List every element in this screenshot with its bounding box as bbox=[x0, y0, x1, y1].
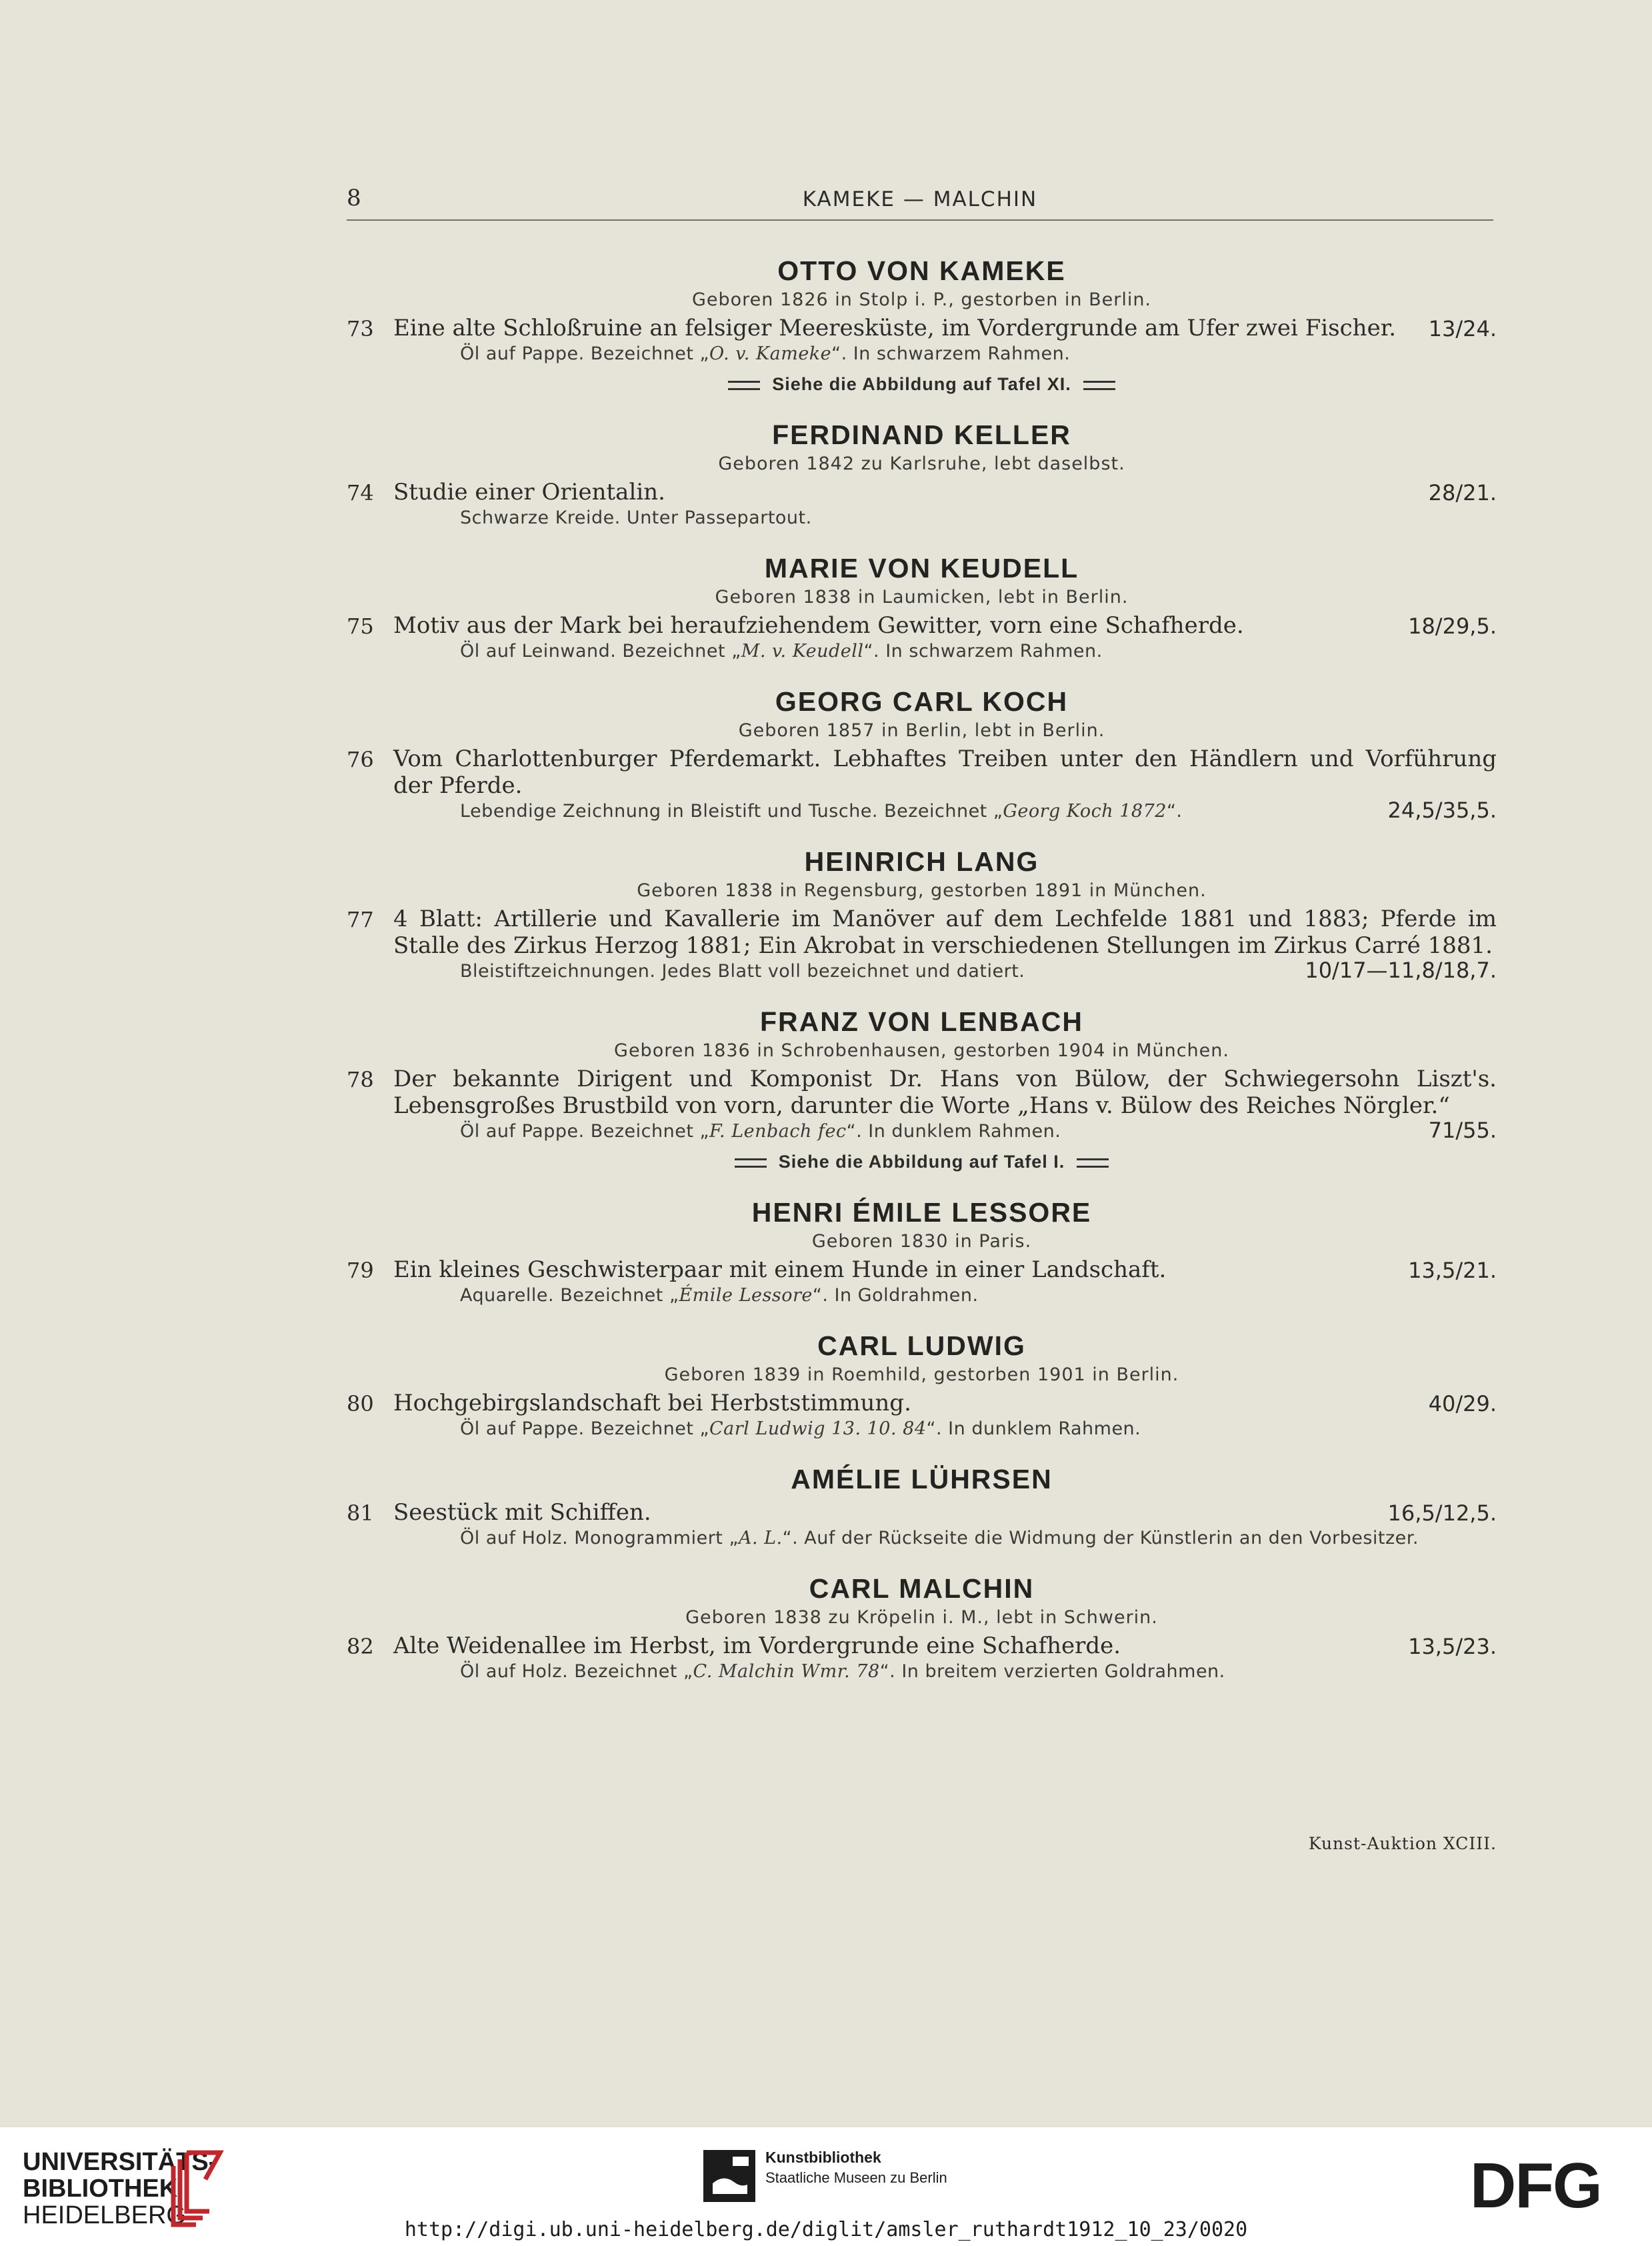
plate-rule-right bbox=[1077, 1158, 1109, 1168]
artist-bio: Geboren 1838 in Laumicken, lebt in Berlin. bbox=[715, 587, 1129, 608]
details-text: Öl auf Holz. Monogrammiert „ bbox=[460, 1528, 739, 1548]
artist-name: FRANZ VON LENBACH bbox=[760, 1006, 1083, 1037]
plate-reference-text: Siehe die Abbildung auf Tafel I. bbox=[778, 1152, 1065, 1172]
lot-details bbox=[393, 639, 1497, 664]
lot-details-row bbox=[347, 639, 1497, 664]
artist-name: OTTO VON KAMEKE bbox=[777, 255, 1066, 286]
artist-bio: Geboren 1857 in Berlin, lebt in Berlin. bbox=[738, 720, 1105, 741]
artist-name: AMÉLIE LÜHRSEN bbox=[791, 1464, 1053, 1494]
catalog-entries bbox=[347, 253, 1497, 1684]
lot-entry bbox=[347, 906, 1497, 959]
lot-number: 75 bbox=[347, 614, 374, 639]
details-text-end: “. bbox=[1166, 801, 1183, 822]
kb-line1: Kunstbibliothek bbox=[765, 2149, 881, 2166]
lot-details bbox=[393, 1526, 1497, 1551]
lot-number: 76 bbox=[347, 747, 374, 772]
lot-details bbox=[393, 341, 1497, 367]
lot-title: Hochgebirgslandschaft bei Herbststimmung. bbox=[393, 1390, 911, 1416]
artist-bio: Geboren 1839 in Roemhild, gestorben 1901 in Berlin. bbox=[664, 1364, 1179, 1385]
details-text-end: “. In Goldrahmen. bbox=[812, 1285, 979, 1306]
lot-entry bbox=[347, 612, 1497, 639]
signature-mark: Kunst-Auktion XCIII. bbox=[1308, 1834, 1497, 1853]
lot-size: 13,5/23. bbox=[1408, 1634, 1497, 1659]
signature-text: O. v. Kameke bbox=[709, 343, 832, 364]
library-name-line3: HEIDELBERG bbox=[23, 2201, 186, 2229]
lot-title: Motiv aus der Mark bei heraufziehendem Gewitter, vorn eine Schafherde. bbox=[393, 612, 1244, 639]
lot-size: 13,5/21. bbox=[1408, 1258, 1497, 1283]
plate-reference[interactable] bbox=[347, 1148, 1497, 1175]
lot-size: 16,5/12,5. bbox=[1387, 1500, 1497, 1526]
lot-details-row bbox=[347, 959, 1497, 984]
signature-text: F. Lenbach fec bbox=[709, 1121, 847, 1142]
details-text: Öl auf Pappe. Bezeichnet „ bbox=[460, 1121, 710, 1142]
lot-details bbox=[393, 799, 1497, 824]
lot-entry bbox=[347, 1256, 1497, 1283]
artist-entry bbox=[347, 844, 1497, 984]
library-name-line2: BIBLIOTHEK bbox=[23, 2175, 178, 2203]
details-text: Aquarelle. Bezeichnet „ bbox=[460, 1285, 679, 1306]
lot-details-row bbox=[347, 1283, 1497, 1308]
lot-details-row bbox=[347, 1526, 1497, 1551]
kunstbibliothek-logo-icon bbox=[703, 2150, 755, 2202]
artist-bio: Geboren 1836 in Schrobenhausen, gestorben 1904 in München. bbox=[614, 1040, 1229, 1061]
lot-details-row bbox=[347, 505, 1497, 531]
page-header bbox=[347, 185, 1493, 221]
artist-entry bbox=[347, 1571, 1497, 1684]
lot-entry bbox=[347, 1499, 1497, 1526]
lot-size: 28/21. bbox=[1428, 480, 1497, 505]
details-text-end: “. In breitem verzierten Goldrahmen. bbox=[879, 1661, 1225, 1682]
library-name-line1: UNIVERSITÄTS- bbox=[23, 2148, 217, 2176]
lot-entry bbox=[347, 315, 1497, 341]
details-text-end: “. In schwarzem Rahmen. bbox=[863, 641, 1103, 662]
lot-title: Studie einer Orientalin. bbox=[393, 479, 665, 505]
lot-number: 74 bbox=[347, 480, 374, 505]
lot-title: Alte Weidenallee im Herbst, im Vordergrunde eine Schafherde. bbox=[393, 1632, 1121, 1659]
details-text: Bleistiftzeichnungen. Jedes Blatt voll bezeichnet und datiert. bbox=[460, 961, 1025, 982]
signature-text: M. v. Keudell bbox=[741, 641, 864, 662]
page-url[interactable]: http://digi.ub.uni-heidelberg.de/diglit/amsler_ruthardt1912_10_23/0020 bbox=[404, 2218, 1248, 2241]
lot-details-row bbox=[347, 1416, 1497, 1442]
lot-title: Eine alte Schloßruine an felsiger Meeresküste, im Vordergrunde am Ufer zwei Fischer. bbox=[393, 315, 1397, 341]
plate-reference-text: Siehe die Abbildung auf Tafel XI. bbox=[772, 374, 1071, 394]
page-number: 8 bbox=[347, 185, 361, 211]
signature-text: Émile Lessore bbox=[679, 1285, 813, 1306]
artist-entry bbox=[347, 684, 1497, 824]
lot-title: Der bekannte Dirigent und Komponist Dr. Hans von Bülow, der Schwiegersohn Liszt's. Lebensgroßes Brustbild von vorn, darunter die Worte „Hans v. Bülow des Reiches Nörgler.“ bbox=[393, 1066, 1497, 1119]
artist-entry bbox=[347, 417, 1497, 531]
lot-details-row bbox=[347, 1119, 1497, 1144]
artist-entry bbox=[347, 1004, 1497, 1175]
artist-entry bbox=[347, 1195, 1497, 1308]
lot-title: Ein kleines Geschwisterpaar mit einem Hunde in einer Landschaft. bbox=[393, 1256, 1167, 1283]
lot-number: 77 bbox=[347, 907, 374, 932]
artist-bio: Geboren 1826 in Stolp i. P., gestorben in Berlin. bbox=[691, 289, 1152, 310]
lot-details bbox=[393, 1659, 1497, 1684]
artist-name: CARL MALCHIN bbox=[809, 1573, 1035, 1604]
signature-text: Georg Koch 1872 bbox=[1003, 801, 1167, 822]
artist-entry bbox=[347, 1462, 1497, 1551]
lot-entry bbox=[347, 479, 1497, 505]
artist-name: GEORG CARL KOCH bbox=[775, 686, 1069, 717]
lot-entry bbox=[347, 1066, 1497, 1119]
lot-details-row bbox=[347, 341, 1497, 367]
lot-size: 18/29,5. bbox=[1408, 614, 1497, 639]
lot-details-row bbox=[347, 1659, 1497, 1684]
lot-details bbox=[393, 1119, 1497, 1144]
artist-name: MARIE VON KEUDELL bbox=[764, 553, 1079, 584]
details-text: Öl auf Holz. Bezeichnet „ bbox=[460, 1661, 693, 1682]
details-text-end: “. In dunklem Rahmen. bbox=[846, 1121, 1061, 1142]
details-text: Öl auf Pappe. Bezeichnet „ bbox=[460, 343, 710, 364]
lot-size: 71/55. bbox=[1428, 1118, 1497, 1143]
lot-details bbox=[393, 1283, 1497, 1308]
artist-entry bbox=[347, 551, 1497, 664]
plate-reference[interactable] bbox=[347, 371, 1497, 397]
lot-title: Seestück mit Schiffen. bbox=[393, 1499, 651, 1526]
lot-number: 73 bbox=[347, 316, 374, 341]
artist-entry bbox=[347, 253, 1497, 397]
lot-title: Vom Charlottenburger Pferdemarkt. Lebhaftes Treiben unter den Händlern und Vorführung der Pferde. bbox=[393, 746, 1497, 799]
details-text-end: “. In dunklem Rahmen. bbox=[926, 1418, 1141, 1439]
details-text-end: “. In schwarzem Rahmen. bbox=[831, 343, 1071, 364]
details-text: Öl auf Pappe. Bezeichnet „ bbox=[460, 1418, 710, 1439]
artist-bio: Geboren 1838 in Regensburg, gestorben 1891 in München. bbox=[637, 880, 1207, 901]
lot-number: 81 bbox=[347, 1500, 374, 1526]
artist-name: CARL LUDWIG bbox=[817, 1330, 1026, 1361]
artist-entry bbox=[347, 1328, 1497, 1442]
details-text-end: “. Auf der Rückseite die Widmung der Künstlerin an den Vorbesitzer. bbox=[782, 1528, 1419, 1548]
lot-number: 78 bbox=[347, 1067, 374, 1092]
lot-size: 13/24. bbox=[1428, 316, 1497, 341]
lot-title: 4 Blatt: Artillerie und Kavallerie im Manöver auf dem Lechfelde 1881 und 1883; Pferde im Stalle des Zirkus Herzog 1881; Ein Akrobat in verschiedenen Stellungen im Zirkus Carré 1881. bbox=[393, 906, 1497, 959]
lot-details bbox=[393, 505, 1497, 531]
artist-bio: Geboren 1842 zu Karlsruhe, lebt daselbst. bbox=[718, 453, 1125, 474]
signature-text: C. Malchin Wmr. 78 bbox=[693, 1661, 880, 1682]
lot-size: 10/17—11,8/18,7. bbox=[1305, 958, 1497, 983]
dfg-logo[interactable]: DFG bbox=[1470, 2150, 1601, 2221]
lot-details-row bbox=[347, 799, 1497, 824]
lot-size: 24,5/35,5. bbox=[1387, 798, 1497, 823]
lot-entry bbox=[347, 746, 1497, 799]
artist-bio: Geboren 1838 zu Kröpelin i. M., lebt in Schwerin. bbox=[685, 1607, 1158, 1628]
artist-name: HEINRICH LANG bbox=[804, 846, 1039, 877]
lot-entry bbox=[347, 1632, 1497, 1659]
details-text: Öl auf Leinwand. Bezeichnet „ bbox=[460, 641, 741, 662]
kunstbibliothek-text[interactable] bbox=[765, 2147, 947, 2188]
plate-rule-right bbox=[1083, 381, 1115, 390]
artist-name: HENRI ÉMILE LESSORE bbox=[751, 1197, 1092, 1228]
signature-text: A. L. bbox=[738, 1528, 783, 1548]
artist-bio: Geboren 1830 in Paris. bbox=[811, 1231, 1032, 1252]
plate-rule-left bbox=[735, 1158, 767, 1168]
lot-details bbox=[393, 1416, 1497, 1442]
running-title: KAMEKE — MALCHIN bbox=[802, 187, 1038, 211]
details-text: Schwarze Kreide. Unter Passepartout. bbox=[460, 507, 812, 528]
plate-rule-left bbox=[728, 381, 760, 390]
signature-text: Carl Ludwig 13. 10. 84 bbox=[709, 1418, 927, 1439]
lot-number: 79 bbox=[347, 1258, 374, 1283]
kb-line2: Staatliche Museen zu Berlin bbox=[765, 2169, 947, 2186]
artist-name: FERDINAND KELLER bbox=[772, 419, 1071, 450]
details-text: Lebendige Zeichnung in Bleistift und Tusche. Bezeichnet „ bbox=[460, 801, 1003, 822]
lot-size: 40/29. bbox=[1428, 1391, 1497, 1416]
lot-entry bbox=[347, 1390, 1497, 1416]
lot-number: 82 bbox=[347, 1634, 374, 1659]
footer-bar bbox=[0, 2127, 1652, 2246]
lot-number: 80 bbox=[347, 1391, 374, 1416]
